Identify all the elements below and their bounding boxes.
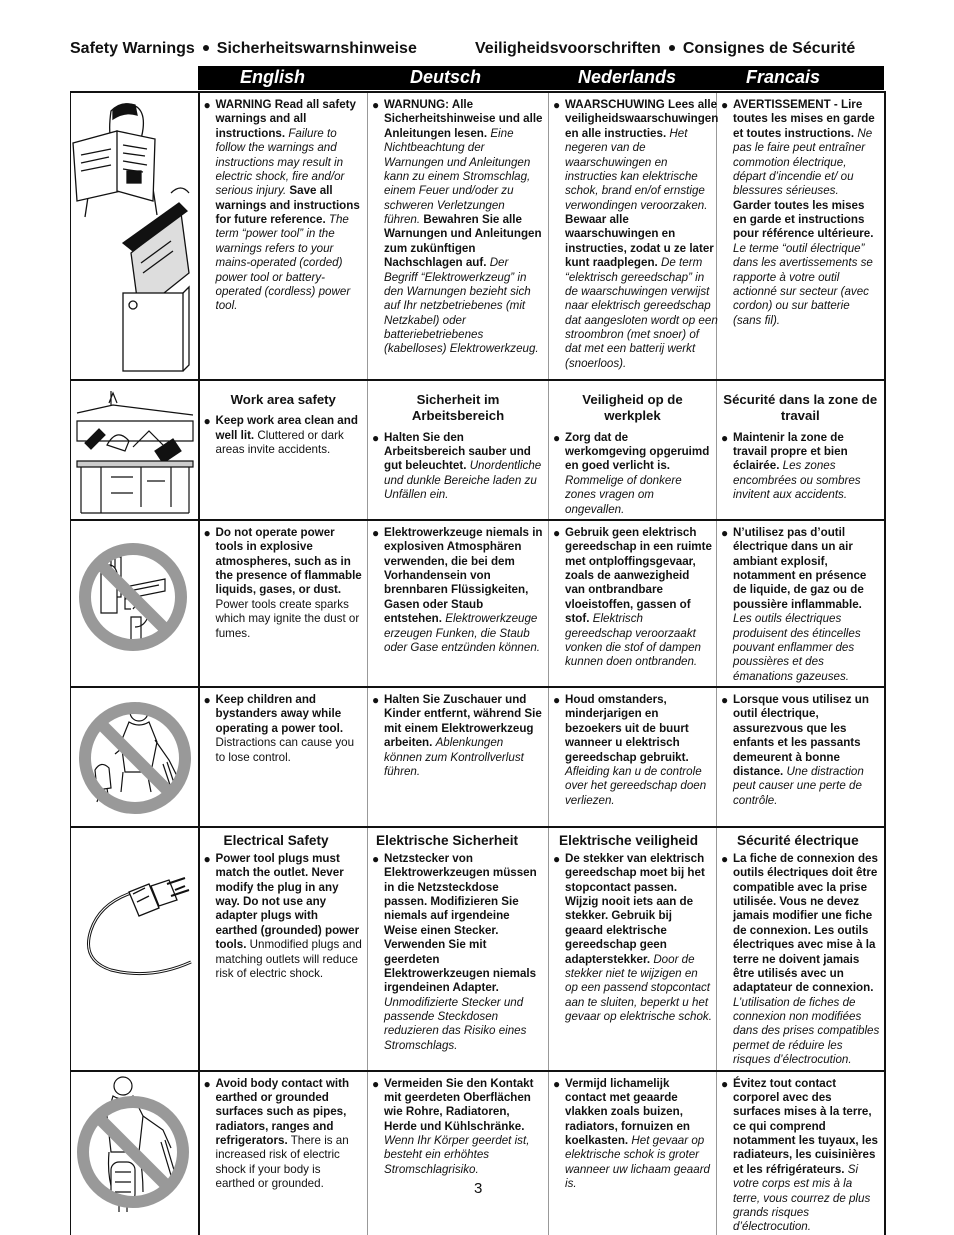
- plug-illustration: [71, 827, 199, 1070]
- section-heading: Sicherheit im Arbeitsbereich: [411, 392, 505, 424]
- fr-electrical-safety: Sécurité électrique ● La fiche de connexion des outils électriques doit être compatible avec la prise utilisée. Vous ne devez jamais modifier une fiche de connexion. Les outils électriques avec mise à la terre ne doivent jamais être utilisés avec un adaptateur de connexion. L’utilisation de fiches de connexion non modifiées dans des prises compatibles permet de réduire les risques d’électrocution.: [717, 827, 885, 1070]
- header-right: [475, 40, 855, 58]
- en-electrical-safety: Electrical Safety ● Power tool plugs must match the outlet. Never modify the plug in any way. Do not use any adapter plugs with earthed (grounded) power tools. Unmodified plugs and matching outlets will reduce risk of electric shock.: [199, 827, 368, 1070]
- nl-electrical-safety: Elektrische veiligheid ● De stekker van elektrisch gereedschap moet bij het stopcontact passen. Wijzig nooit iets aan de stekker. Gebruik bij geaard elektrische gereedschap geen adapterstekker. Door de stekker niet te wijzigen en op een passend stopcontact aan te sluiten, beperkt u het gevaar op elektrische schok.: [549, 827, 717, 1070]
- nl-bystanders: ● Houd omstanders, minderjarigen en bezoekers uit de buurt wanneer u elektrisch gereedschap gebruikt. Afleiding kan u de controle over het gereedschap doen verliezen.: [549, 687, 717, 827]
- de-explosive-atmospheres: ● Elektrowerkzeuge niemals in explosiven Atmosphären verwenden, die bei dem Vorhandensein von brennbaren Flüssigkeiten, Gasen oder Staub entstehen. Elektrowerkzeuge erzeugen Funken, die Staub oder Gase entzünden können.: [368, 520, 549, 687]
- warnings-table: [70, 91, 886, 1235]
- header-title-de: Sicherheitswarnshinweise: [216, 40, 417, 57]
- en-work-area: Work area safety ● Keep work area clean and well lit. Cluttered or dark areas invite accidents.: [199, 380, 368, 520]
- header-title-en: Safety Warnings: [70, 40, 195, 57]
- de-general-warning: ● WARNUNG: Alle Sicherheitshinweise und alle Anleitungen lesen. Eine Nichtbeachtung der Warnungen und Anleitungen kann zu einem Stromschlag, einem Feuer und/oder zu schweren Verletzungen führen. Bewahren Sie alle Warnungen und Anleitungen zum zukünftigen Nachschlagen auf. Der Begriff “Elektrowerkzeug” in den Warnungen bezieht sich auf Ihr netzbetriebenes (mit Netzkabel) oder batteriebetriebenes (kabelloses) Elektrowerkzeug.: [368, 92, 549, 380]
- section-heading: Veiligheid op de werkplek: [582, 392, 683, 424]
- header-left: [70, 40, 417, 58]
- nl-general-warning: ● WAARSCHUWING Lees alle veiligheidswaarschuwingen en alle instructies. Het negeren van de waarschuwingen en instructies kan elektrische schok, brand en/of ernstige verwondingen veroorzaken. Bewaar alle waarschuwingen en instructies, zodat u ze later kunt raadplegen. De term “elektrisch gereedschap” in de waarschuwingen verwijst naar elektrisch gereedschap dat aangesloten wordt op een stroombron (met snoer) of dat met een batterij werkt (snoerloos).: [549, 92, 717, 380]
- lang-en: English: [240, 67, 306, 87]
- fr-bystanders: ● Lorsque vous utilisez un outil électrique, assurezvous que les enfants et les passants demeurent à bonne distance. Une distraction peut causer une perte de contrôle.: [717, 687, 885, 827]
- en-grounded-surfaces: ● Avoid body contact with earthed or grounded surfaces such as pipes, radiators, ranges and refrigerators. There is an increased risk of electric shock if your body is earthed or grounded.: [199, 1071, 368, 1235]
- section-heading: Sécurité électrique: [737, 833, 859, 849]
- page-number: 3: [474, 1180, 483, 1197]
- header-title-nl: Veiligheidsvoorschriften: [475, 40, 661, 57]
- section-heading: Elektrische veiligheid: [559, 833, 699, 849]
- section-heading: Electrical Safety: [223, 833, 329, 849]
- en-explosive-atmospheres: ● Do not operate power tools in explosive atmospheres, such as in the presence of flammable liquids, gases, or dust. Power tools create sparks which may ignite the dust or fumes.: [199, 520, 368, 687]
- nl-explosive-atmospheres: ● Gebruik geen elektrisch gereedschap in een ruimte met ontploffingsgevaar, zoals de aanwezigheid van ontbrandbare vloeistoffen, gassen of stof. Elektrisch gereedschap veroorzaakt vonken die stof of dampen kunnen doen ontbranden.: [549, 520, 717, 687]
- en-bystanders: ● Keep children and bystanders away while operating a power tool. Distractions can cause you to lose control.: [199, 687, 368, 827]
- bullet-dot: [203, 45, 209, 51]
- reading-manual-illustration: [71, 92, 199, 380]
- page-header: [70, 38, 885, 60]
- language-bar: [198, 66, 884, 90]
- lang-fr: Francais: [746, 67, 821, 87]
- nl-work-area: Veiligheid op de werkplek ● Zorg dat de werkomgeving opgeruimd en goed verlicht is. Rommelige of donkere zones vragen om ongevallen.: [549, 380, 717, 520]
- fr-grounded-surfaces: ● Évitez tout contact corporel avec des surfaces mises à la terre, ce qui comprend notamment les tuyaux, les radiateurs, les cuisinières et les réfrigérateurs. Si votre corps est mis à la terre, vous courrez de plus grands risques d’électrocution.: [717, 1071, 885, 1235]
- lang-de: Deutsch: [410, 67, 482, 87]
- table-row: [71, 687, 885, 827]
- fr-explosive-atmospheres: ● N’utilisez pas d’outil électrique dans un air ambiant explosif, notamment en présence de liquide, de gaz ou de poussière inflammable. Les outils électriques produisent des étincelles pouvant enflammer des poussières et des émanations gazeuses.: [717, 520, 885, 687]
- table-row: [71, 380, 885, 520]
- section-heading: Sécurité dans la zone de travail: [723, 392, 878, 424]
- workbench-illustration: [71, 380, 199, 520]
- table-row: [71, 520, 885, 687]
- bullet-dot: [669, 45, 675, 51]
- section-heading: Work area safety: [230, 392, 336, 407]
- table-row: [71, 1071, 885, 1235]
- nl-grounded-surfaces: ● Vermijd lichamelijk contact met geaarde vlakken zoals buizen, radiators, fornuizen en koelkasten. Het gevaar op elektrische schok is groter wanneer uw lichaam geaard is.: [549, 1071, 717, 1235]
- table-row: [71, 827, 885, 1070]
- de-bystanders: ● Halten Sie Zuschauer und Kinder entfernt, während Sie mit einem Elektrowerkzeug arbeiten. Ablenkungen können zum Kontrollverlust führen.: [368, 687, 549, 827]
- table-row: [71, 92, 885, 380]
- section-heading: Elektrische Sicherheit: [376, 833, 519, 849]
- explosive-atmosphere-prohibition-icon: [71, 520, 199, 687]
- bystanders-prohibition-icon: [71, 687, 199, 827]
- en-general-warning: ● WARNING Read all safety warnings and all instructions. Failure to follow the warnings and instructions may result in electric shock, fire and/or serious injury. Save all warnings and instructions for future reference. The term “power tool” in the warnings refers to your mains-operated (corded) power tool or battery-operated (cordless) power tool.: [199, 92, 368, 380]
- de-work-area: Sicherheit im Arbeitsbereich ● Halten Sie den Arbeitsbereich sauber und gut beleuchtet. Unordentliche und dunkle Bereiche laden zu Unfällen ein.: [368, 380, 549, 520]
- de-grounded-surfaces: ● Vermeiden Sie den Kontakt mit geerdeten Oberflächen wie Rohre, Radiatoren, Herde und Kühlschränke. Wenn Ihr Körper geerdet ist, besteht ein erhöhtes Stromschlagrisiko.: [368, 1071, 549, 1235]
- grounded-surfaces-prohibition-icon: [71, 1071, 199, 1235]
- fr-general-warning: ● AVERTISSEMENT - Lire toutes les mises en garde et toutes instructions. Ne pas le faire peut entraîner commotion électrique, départ d’incendie et/ ou blessures sérieuses. Garder toutes les mises en garde et instructions pour référence ultérieure. Le terme “outil électrique” dans les avertissements se rapporte à votre outil actionné sur secteur (avec cordon) ou sur batterie (sans fil).: [717, 92, 885, 380]
- de-electrical-safety: Elektrische Sicherheit ● Netzstecker von Elektrowerkzeugen müssen in die Netzsteckdose passen. Modifizieren Sie niemals auf irgendeine Weise einen Stecker. Verwenden Sie mit geerdeten Elektrowerkzeugen niemals irgendeinen Adapter. Unmodifizierte Stecker und passende Steckdosen reduzieren das Risiko eines Stromschlags.: [368, 827, 549, 1070]
- header-title-fr: Consignes de Sécurité: [682, 40, 856, 57]
- lang-nl: Nederlands: [578, 67, 677, 87]
- fr-work-area: Sécurité dans la zone de travail ● Maintenir la zone de travail propre et bien éclairée. Les zones encombrées ou sombres invitent aux accidents.: [717, 380, 885, 520]
